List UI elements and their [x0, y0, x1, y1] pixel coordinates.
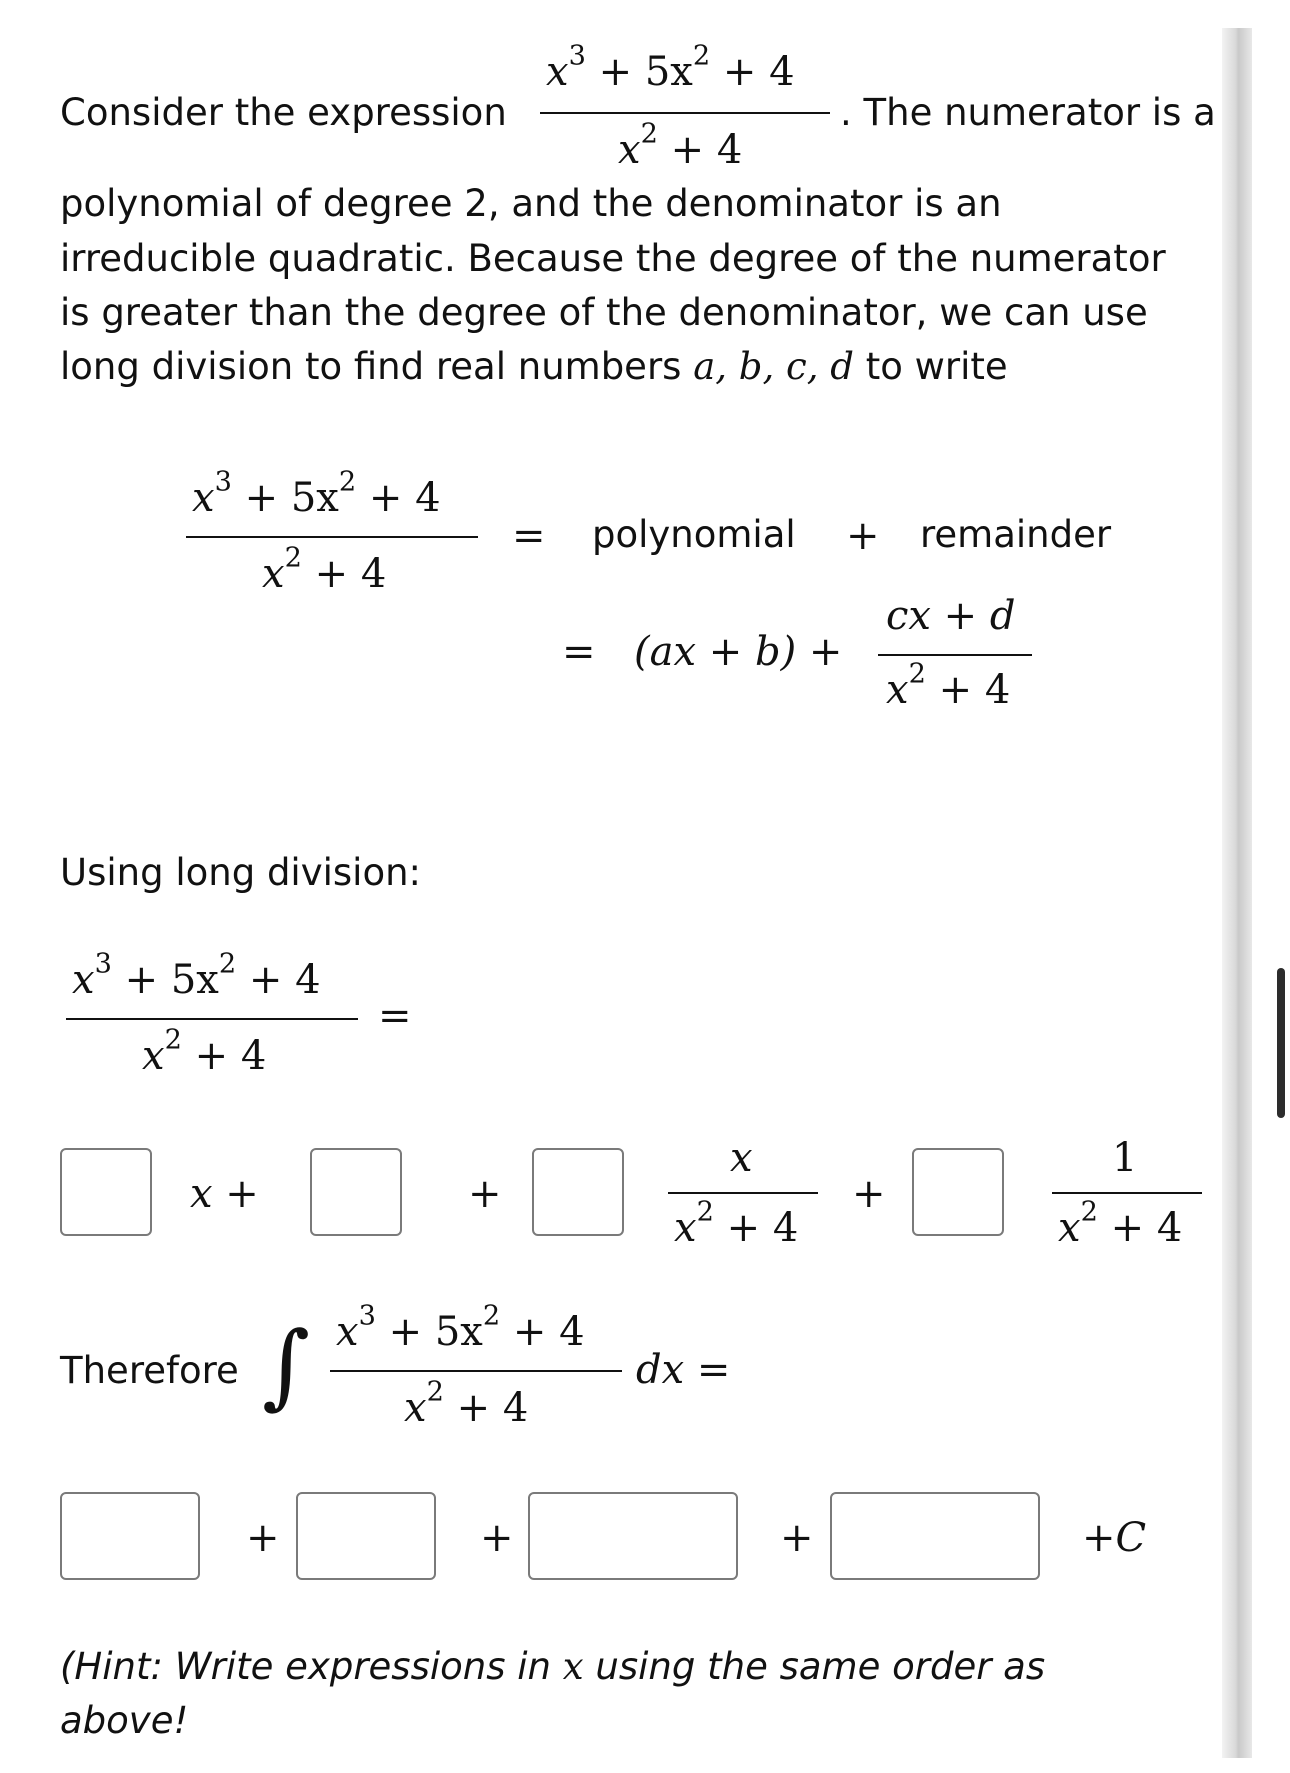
remainder-fraction-bar: [878, 654, 1032, 656]
integral-answer-input-1[interactable]: [60, 1492, 200, 1580]
intro-line-3: irreducible quadratic. Because the degree of the numerator: [60, 237, 1166, 280]
template-equals-1: =: [512, 513, 546, 559]
template-plus: +: [846, 513, 880, 559]
scrollbar-gutter: [1252, 0, 1290, 1773]
intro-fraction-numerator: $x^3 + 5x^2 + 4$: [546, 40, 795, 95]
intro-fraction-denominator: $x^2 + 4$: [618, 118, 743, 173]
integral-answer-input-3[interactable]: [528, 1492, 738, 1580]
intro-lead: Consider the expression: [60, 91, 507, 134]
remainder-denominator: $x^2 + 4$: [886, 658, 1011, 713]
ld-plus-1: +: [468, 1171, 502, 1217]
template-fraction-numerator: $x^3 + 5x^2 + 4$: [192, 466, 441, 521]
intro-fraction-bar: [540, 112, 830, 114]
ld-fraction-numerator: $x^3 + 5x^2 + 4$: [72, 948, 321, 1003]
integral-plus-1: +: [246, 1515, 280, 1561]
answer-input-one-over-quadratic-coefficient[interactable]: [912, 1148, 1004, 1236]
integral-denominator: $x^2 + 4$: [404, 1376, 529, 1431]
ld-fraction-denominator: $x^2 + 4$: [142, 1024, 267, 1079]
ld-plus-2: +: [852, 1171, 886, 1217]
integral-numerator: $x^3 + 5x^2 + 4$: [336, 1300, 585, 1355]
answer-input-x-coefficient[interactable]: [60, 1148, 152, 1236]
intro-line-4: is greater than the degree of the denominator, we can use: [60, 291, 1148, 334]
integral-plus-2: +: [480, 1515, 514, 1561]
integral-icon: ∫: [262, 1312, 310, 1419]
hint-line-1: (Hint: Write expressions in x using the same order as: [60, 1645, 1046, 1688]
template-equals-2: =: [562, 629, 596, 675]
intro-after-fraction: . The numerator is a: [840, 91, 1216, 134]
integral-answer-input-4[interactable]: [830, 1492, 1040, 1580]
long-division-heading: Using long division:: [60, 851, 422, 894]
ld-frac2-denominator: $x^2 + 4$: [1058, 1196, 1183, 1251]
integral-constant: +C: [1082, 1515, 1147, 1561]
poly-form: (ax + b) +: [634, 629, 843, 675]
ld-frac1-denominator: $x^2 + 4$: [674, 1196, 799, 1251]
intro-line-2: polynomial of degree 2, and the denominator is an: [60, 182, 1002, 225]
integral-fraction-bar: [330, 1370, 622, 1372]
answer-input-x-over-quadratic-coefficient[interactable]: [532, 1148, 624, 1236]
ld-frac2-numerator: 1: [1112, 1135, 1138, 1181]
intro-line-5: long division to find real numbers a, b, c, d to write: [60, 345, 1008, 388]
scrollbar-thumb[interactable]: [1277, 968, 1285, 1118]
ld-frac1-numerator: x: [730, 1135, 753, 1181]
ld-fraction-bar: [66, 1018, 358, 1020]
therefore-label: Therefore: [60, 1349, 239, 1392]
remainder-label: remainder: [920, 513, 1112, 556]
ld-equals: =: [378, 993, 412, 1039]
polynomial-label: polynomial: [592, 513, 796, 556]
template-fraction-bar: [186, 536, 478, 538]
remainder-numerator: cx + d: [886, 593, 1016, 639]
ld-frac2-bar: [1052, 1192, 1202, 1194]
integral-plus-3: +: [780, 1515, 814, 1561]
ld-frac1-bar: [668, 1192, 818, 1194]
answer-input-constant[interactable]: [310, 1148, 402, 1236]
template-fraction-denominator: $x^2 + 4$: [262, 542, 387, 597]
scrollbar-track[interactable]: [1222, 28, 1252, 1758]
integral-dx: dx =: [636, 1347, 731, 1393]
ld-term-x: x +: [190, 1171, 259, 1217]
integral-answer-input-2[interactable]: [296, 1492, 436, 1580]
hint-line-2: above!: [60, 1699, 189, 1742]
